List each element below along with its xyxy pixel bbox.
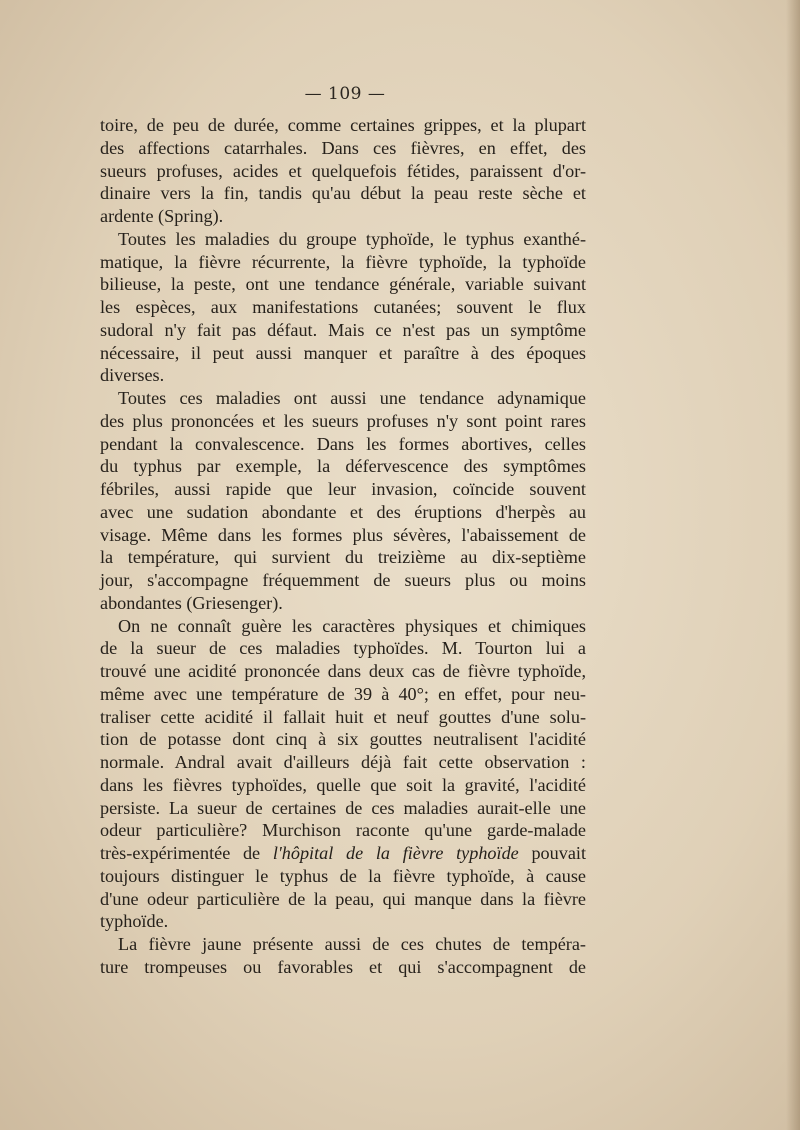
text-line: même avec une température de 39 à 40°; en effet, pour neu- bbox=[100, 683, 586, 704]
text-line: toire, de peu de durée, comme certaines grippes, et la plupart bbox=[100, 115, 586, 135]
paragraph bbox=[100, 387, 586, 615]
text-line: odeur particulière? Murchison raconte qu'une garde-malade bbox=[100, 820, 586, 841]
text-line: les espèces, aux manifestations cutanées; souvent le flux bbox=[100, 297, 586, 317]
paragraph bbox=[100, 933, 586, 979]
text-line: matique, la fièvre récurrente, la fièvre typhoïde, la typhoïde bbox=[100, 251, 586, 272]
text-line: abondantes (Griesenger). bbox=[100, 592, 283, 613]
text-line: des affections catarrhales. Dans ces fièvres, en effet, des bbox=[100, 137, 586, 158]
text-line: ardente (Spring). bbox=[100, 206, 224, 226]
text-segment: très-expérimentée de bbox=[100, 843, 273, 863]
text-line: de la sueur de ces maladies typhoïdes. M. Tourton lui a bbox=[100, 638, 586, 659]
text-line: pendant la convalescence. Dans les formes abortives, celles bbox=[100, 433, 586, 454]
text-line: tion de potasse dont cinq à six gouttes neutralisent l'acidité bbox=[100, 729, 586, 750]
text-line: jour, s'accompagne fréquemment de sueurs plus ou moins bbox=[100, 570, 586, 590]
text-line: du typhus par exemple, la défervescence des symptômes bbox=[100, 456, 586, 477]
text-line: sueurs profuses, acides et quelquefois fétides, paraissent d'or- bbox=[100, 160, 586, 181]
text-line: fébriles, aussi rapide que leur invasion, coïncide souvent bbox=[100, 479, 586, 499]
body-text bbox=[100, 114, 586, 979]
text-line: bilieuse, la peste, ont une tendance générale, variable suivant bbox=[100, 274, 586, 295]
text-segment: pouvait bbox=[518, 843, 586, 863]
text-line: dans les fièvres typhoïdes, quelle que soit la gravité, l'acidité bbox=[100, 774, 586, 795]
text-line: nécessaire, il peut aussi manquer et paraître à des époques bbox=[100, 342, 586, 363]
text-line: des plus prononcées et les sueurs profuses n'y sont point rares bbox=[100, 410, 586, 431]
page-edge-shadow bbox=[786, 0, 800, 1130]
paragraph bbox=[100, 615, 586, 934]
text-line: Toutes les maladies du groupe typhoïde, le typhus exanthé- bbox=[118, 228, 586, 249]
text-line: trouvé une acidité prononcée dans deux cas de fièvre typhoïde, bbox=[100, 661, 586, 681]
text-line: dinaire vers la fin, tandis qu'au début la peau reste sèche et bbox=[100, 183, 586, 204]
text-line: toujours distinguer le typhus de la fièvre typhoïde, à cause bbox=[100, 865, 586, 886]
text-line: d'une odeur particulière de la peau, qui manque dans la fièvre bbox=[100, 888, 586, 909]
text-line: On ne connaît guère les caractères physiques et chimiques bbox=[118, 615, 586, 636]
text-line: sudoral n'y fait pas défaut. Mais ce n'est pas un symptôme bbox=[100, 319, 586, 340]
paragraph bbox=[100, 114, 586, 228]
page-number: — 109 — bbox=[304, 84, 386, 104]
paragraph bbox=[100, 228, 586, 387]
text-line: normale. Andral avait d'ailleurs déjà fait cette observation : bbox=[100, 752, 586, 772]
text-line: diverses. bbox=[100, 365, 165, 386]
text-line: Toutes ces maladies ont aussi une tendance adynamique bbox=[118, 388, 586, 408]
text-line-with-italic bbox=[100, 842, 586, 865]
text-line: avec une sudation abondante et des éruptions d'herpès au bbox=[100, 501, 586, 522]
text-line: persiste. La sueur de certaines de ces maladies aurait-elle une bbox=[100, 797, 586, 818]
text-line: La fièvre jaune présente aussi de ces chutes de tempéra- bbox=[118, 934, 586, 954]
text-line: la température, qui survient du treizième au dix-septième bbox=[100, 547, 586, 568]
text-line: typhoïde. bbox=[100, 911, 169, 932]
text-line: ture trompeuses ou favorables et qui s'accompagnent de bbox=[100, 956, 586, 977]
italic-phrase: l'hôpital de la fièvre typhoïde bbox=[272, 843, 519, 863]
text-line: traliser cette acidité il fallait huit et neuf gouttes d'une solu- bbox=[100, 706, 586, 727]
text-line: visage. Même dans les formes plus sévères, l'abaissement de bbox=[100, 524, 586, 545]
